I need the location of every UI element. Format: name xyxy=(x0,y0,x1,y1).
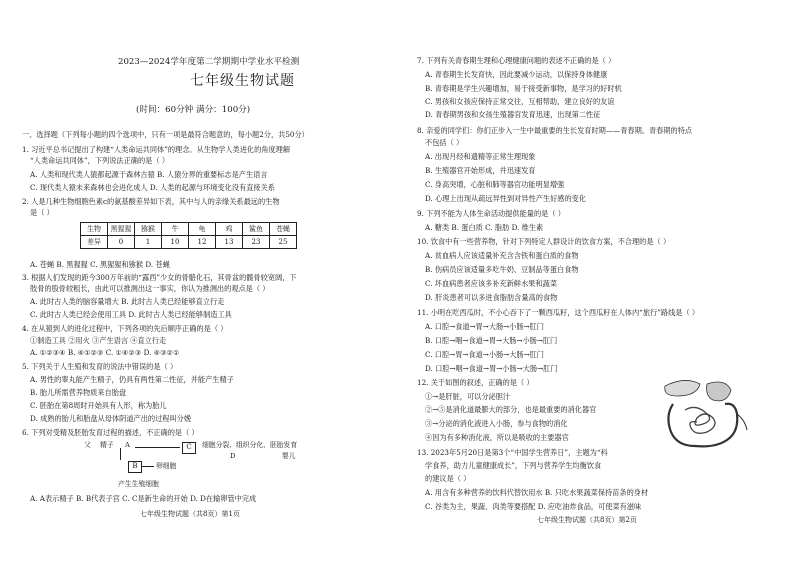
question-option: A. 糖类 B. 蛋白质 C. 脂肪 D. 维生素 xyxy=(425,223,544,232)
question-option: A. 人类和现代类人猿都起源于森林古猿 B. 人猿分界的重要标志是产生语言 xyxy=(30,170,268,179)
question-line: 11. 小明在吃西瓜时，不小心吞下了一颗西瓜籽，这个西瓜籽在人体内“旅行”路线是（ ） xyxy=(417,308,700,317)
diagram-parent-label: 父 xyxy=(84,441,91,449)
question-option: ②→⑤是消化道最膨大的部分，也是最重要的消化器官 xyxy=(425,405,597,414)
diagram-egg-label: 卵细胞 xyxy=(156,462,177,470)
question-line: 4. 在从猿到人的进化过程中，下列各项的先后顺序正确的是（ ） xyxy=(22,324,228,333)
diagram-b-box: B xyxy=(128,461,142,473)
question-option: C. 此时古人类已经会使用工具 D. 此时古人类已经能够制造工具 xyxy=(30,310,232,319)
question-option: C. 坏血病患者应该多补充新鲜水果和蔬菜 xyxy=(425,279,558,288)
table-row-label: 差异 xyxy=(81,236,108,249)
section-heading: 一、选择题（下列每小题的四个选项中，只有一项是最符合题意的，每小题2分，共50分） xyxy=(22,130,309,139)
question-option: ③→分泌的消化液进入小肠，参与食物的消化 xyxy=(425,419,568,428)
question-option: D. 心理上出现从疏远异性到对异性产生好感的变化 xyxy=(425,194,587,203)
question-option: A. 贫血病人应该适量补充含含铁和蛋白质的食物 xyxy=(425,251,579,260)
table-cell: 1 xyxy=(135,236,162,249)
question-option: A. 用含有多种营养的饮料代替饮用水 B. 只吃水果蔬菜保持苗条的身材 xyxy=(425,488,649,497)
question-option: C. 男孩和女孩应保持正常交往，互相帮助，建立良好的友谊 xyxy=(425,97,615,106)
question-option: B. 伤病员应该适量多吃牛奶、豆制品等蛋白食物 xyxy=(425,265,579,274)
table-cell: 25 xyxy=(270,236,297,249)
question-option: A. 此时古人类的脑容量增大 B. 此时古人类已经能够直立行走 xyxy=(30,297,225,306)
question-line: 3. 根据人们发现的距今300万年前的“露西”少女的骨骼化石，其骨盆的髋骨较宽阔，下 xyxy=(22,273,297,282)
diagram-d-label: D xyxy=(230,452,236,460)
question-option: B. 青春期是学生兴趣增加，易于接受新事物，是学习的好时机 xyxy=(425,84,622,93)
question-line: 10. 饮食中有一些营养物，针对下列特定人群设计的饮食方案，不合理的是（ ） xyxy=(417,237,671,246)
exam-year: 2023—2024学年度第二学期期中学业水平检测 xyxy=(118,57,300,67)
question-option: A. A表示精子 B. B代表子宫 C. C是新生命的开始 D. D在输卵管中完成 xyxy=(30,494,257,503)
question-line: 13. 2023年5月20日是第3个“中国学生营养日”，主题为“科 xyxy=(417,448,608,457)
diagram-process-label: 细胞分裂、组织分化、胚胎发育 xyxy=(202,441,298,449)
arrow xyxy=(135,447,180,448)
table-header: 鲨鱼 xyxy=(243,223,270,236)
question-option: A. 青春期生长发育快，因此要减少运动，以保持身体健康 xyxy=(425,70,608,79)
question-option: A. 男性的睾丸能产生精子，仍具有两性第二性征，并能产生精子 xyxy=(30,375,234,384)
question-line: 不包括（ ） xyxy=(425,138,464,147)
question-option: C. 谷类为主，果蔬、肉类等要搭配 D. 应吃油炸食品，可使菜有滋味 xyxy=(425,502,642,511)
question-line: 6. 下列对受精及胚胎发育过程的描述，不正确的是（ ） xyxy=(22,428,199,437)
page-title: 七年级生物试题 xyxy=(190,73,295,89)
question-line: 8. 亲爱的同学们：你们正步入一生中最重要的生长发育时期——青春期。青春期的特点 xyxy=(417,126,693,135)
question-line: “人类命运共同体”，下列说法正确的是（ ） xyxy=(30,156,170,165)
question-option: B. 胎儿所需营养物质来自胎盘 xyxy=(30,388,127,397)
table-header: 龟 xyxy=(189,223,216,236)
question-option: D. 成熟的胎儿和胎盘从母体阴道产出的过程叫分娩 xyxy=(30,414,192,423)
time-info: (时间：60分钟 满分：100分) xyxy=(136,105,251,115)
table-header: 牛 xyxy=(162,223,189,236)
diagram-baby-label: 婴儿 xyxy=(282,452,296,460)
table-header: 生物 xyxy=(81,223,108,236)
table-cell: 12 xyxy=(189,236,216,249)
question-option: C. 胚胎在第8周时开始具有人形，称为胎儿 xyxy=(30,401,167,410)
question-line: 5. 下列关于人生殖和发育的说法中错误的是（ ） xyxy=(22,362,178,371)
question-line: 9. 下列不能为人体生命活动提供能量的是（ ） xyxy=(417,209,565,218)
question-option: D. 口腔→咽→食道→胃→小肠→大肠→肛门 xyxy=(425,364,558,373)
diagram-c-box: C xyxy=(182,442,196,454)
question-line: 12. 关于如图的叙述，正确的是（ ） xyxy=(417,378,534,387)
question-line: ①制造工具 ②用火 ③产生语言 ④直立行走 xyxy=(30,336,167,345)
cytochrome-table xyxy=(80,222,297,249)
question-option: A. ①②③④ B. ④①②③ C. ①④②③ D. ④③②① xyxy=(30,348,180,357)
diagram-cells-label: 产生生殖细胞 xyxy=(118,480,159,488)
table-header: 猕猴 xyxy=(135,223,162,236)
question-option: B. 口腔→咽→食道→胃→大肠→小肠→肛门 xyxy=(425,336,558,345)
table-cell: 13 xyxy=(216,236,243,249)
page-footer: 七年级生物试题（共8页）第2页 xyxy=(537,516,637,524)
question-option: D. 肝炎患者可以多进食脂肪含量高的食物 xyxy=(425,293,558,302)
table-header: 苍蝇 xyxy=(270,223,297,236)
table-cell: 23 xyxy=(243,236,270,249)
question-option: C. 现代类人猿未来森林也会进化成人 D. 人类的起源与环境变化没有直接关系 xyxy=(30,183,275,192)
question-option: C. 身高突增，心脏和肺等器官功能明显增强 xyxy=(425,180,565,189)
table-header: 鸡 xyxy=(216,223,243,236)
table-cell: 0 xyxy=(108,236,135,249)
question-line: 肢骨的股骨较粗长，由此可以推测出这一事实，你认为推测出的观点是（ ） xyxy=(30,284,270,293)
question-line: 学食养，助力儿童健康成长”，下列与营养学生均衡饮食 xyxy=(425,461,602,470)
question-option: A. 出现月经和遗精等正常生理现象 xyxy=(425,152,536,161)
right-page xyxy=(397,0,794,561)
table-header: 黑猩猩 xyxy=(108,223,135,236)
question-option: B. 生殖器官开始形成，并迅速发育 xyxy=(425,166,536,175)
page-footer: 七年级生物试题（共8页）第1页 xyxy=(140,510,240,518)
arrow xyxy=(142,466,154,467)
question-line: 的建议是（ ） xyxy=(425,474,471,483)
question-option: D. 青春期男孩和女孩生殖器官发育迅速，出现第二性征 xyxy=(425,110,601,119)
diagram-sperm-label: 精子 xyxy=(100,441,114,449)
question-option: A. 口腔→食道→胃→大肠→小肠→肛门 xyxy=(425,322,544,331)
question-line: 7. 下列有关青春期生理和心理健康问题的表述不正确的是（ ） xyxy=(417,56,616,65)
question-option: A. 苍蝇 B. 黑猩猩 C. 黑猩猩和猕猴 D. 苍蝇 xyxy=(30,260,170,269)
question-option: C. 口腔→胃→食道→小肠→大肠→肛门 xyxy=(425,350,544,359)
question-option: ①→是肝脏，可以分泌胆汁 xyxy=(425,392,511,401)
diagram-a-label: A xyxy=(125,441,130,449)
question-option: ④因为有多种消化液，所以是吸收的主要器官 xyxy=(425,433,569,442)
table-cell: 10 xyxy=(162,236,189,249)
question-line: 1. 习近平总书记提出了构建“人类命运共同体”的理念。从生物学人类进化的角度理解 xyxy=(22,145,291,154)
question-line: 是（ ） xyxy=(30,208,54,217)
question-line: 2. 人是几种生物细胞色素c的氨基酸差异如下表，其中与人的亲缘关系最远的生物 xyxy=(22,197,280,206)
connector xyxy=(120,448,121,460)
digestive-system-illustration xyxy=(655,374,765,454)
